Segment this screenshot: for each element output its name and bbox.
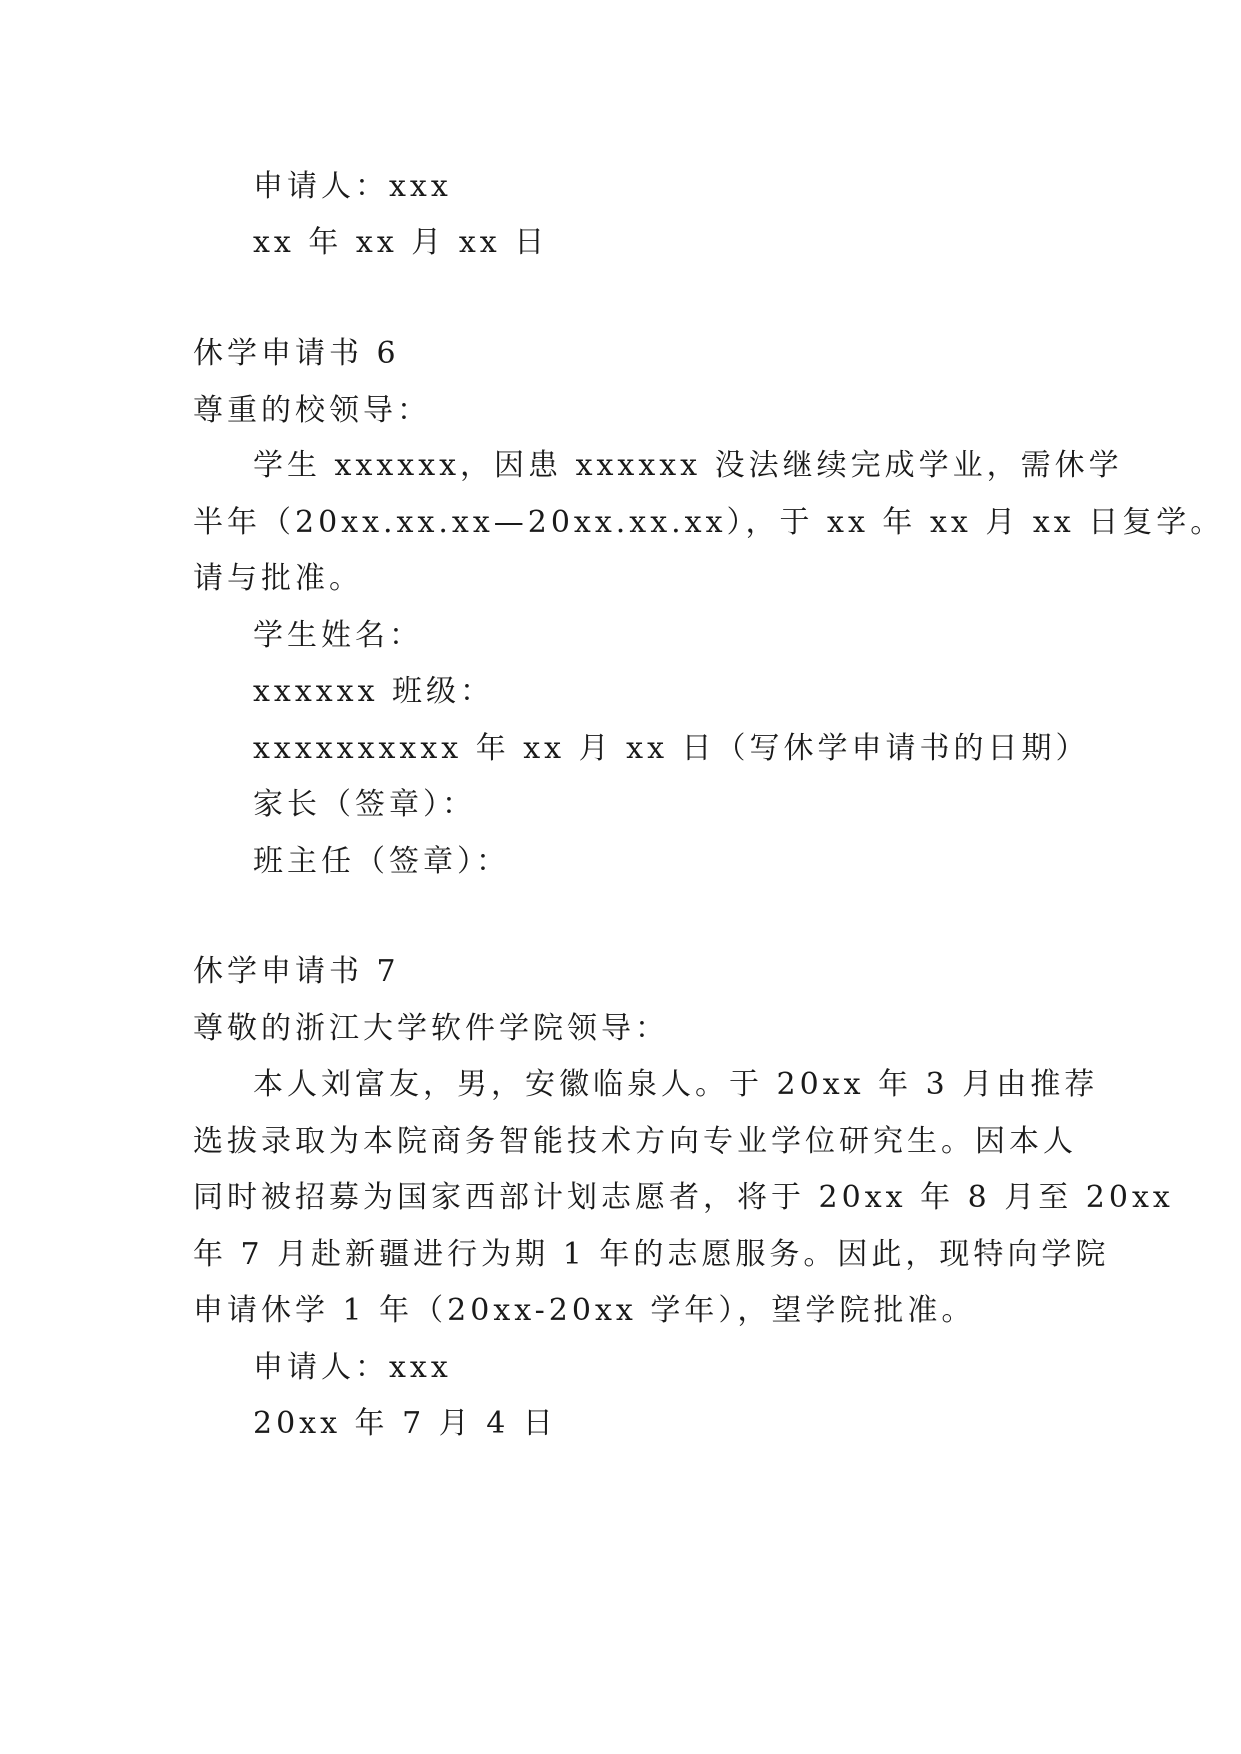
- section6-body-line: 半年（20xx.xx.xx—20xx.xx.xx），于 xx 年 xx 月 xx 日复学。: [193, 505, 1225, 540]
- section7-body-line: 选拔录取为本院商务智能技术方向专业学位研究生。因本人: [193, 1124, 1077, 1159]
- section6-field-parent-signature: 家长（签章）：: [253, 787, 476, 822]
- section6-field-student-name: 学生姓名：: [253, 618, 423, 653]
- section7-title: 休学申请书 7: [193, 954, 400, 989]
- section6-salutation: 尊重的校领导：: [193, 393, 431, 428]
- section7-body-line: 申请休学 1 年（20xx-20xx 学年），望学院批准。: [193, 1293, 976, 1328]
- section6-body-line: 学生 xxxxxx，因患 xxxxxx 没法继续完成学业，需休学: [253, 448, 1123, 483]
- section6-title: 休学申请书 6: [193, 336, 400, 371]
- section7-body-line: 年 7 月赴新疆进行为期 1 年的志愿服务。因此，现特向学院: [193, 1237, 1110, 1272]
- section7-date: 20xx 年 7 月 4 日: [253, 1406, 557, 1441]
- section7-salutation: 尊敬的浙江大学软件学院领导：: [193, 1011, 669, 1046]
- section6-body-line: 请与批准。: [193, 561, 363, 596]
- section7-body-line: 本人刘富友，男，安徽临泉人。于 20xx 年 3 月由推荐: [253, 1067, 1099, 1102]
- section6-field-teacher-signature: 班主任（签章）：: [253, 844, 510, 879]
- prev-date: xx 年 xx 月 xx 日: [253, 225, 549, 260]
- section6-field-date: xxxxxxxxxx 年 xx 月 xx 日（写休学申请书的日期）: [253, 731, 1090, 766]
- section7-body-line: 同时被招募为国家西部计划志愿者，将于 20xx 年 8 月至 20xx: [193, 1180, 1174, 1215]
- section7-applicant: 申请人：xxx: [253, 1350, 452, 1385]
- section6-field-class: xxxxxx 班级：: [253, 674, 495, 709]
- prev-applicant: 申请人：xxx: [253, 169, 452, 204]
